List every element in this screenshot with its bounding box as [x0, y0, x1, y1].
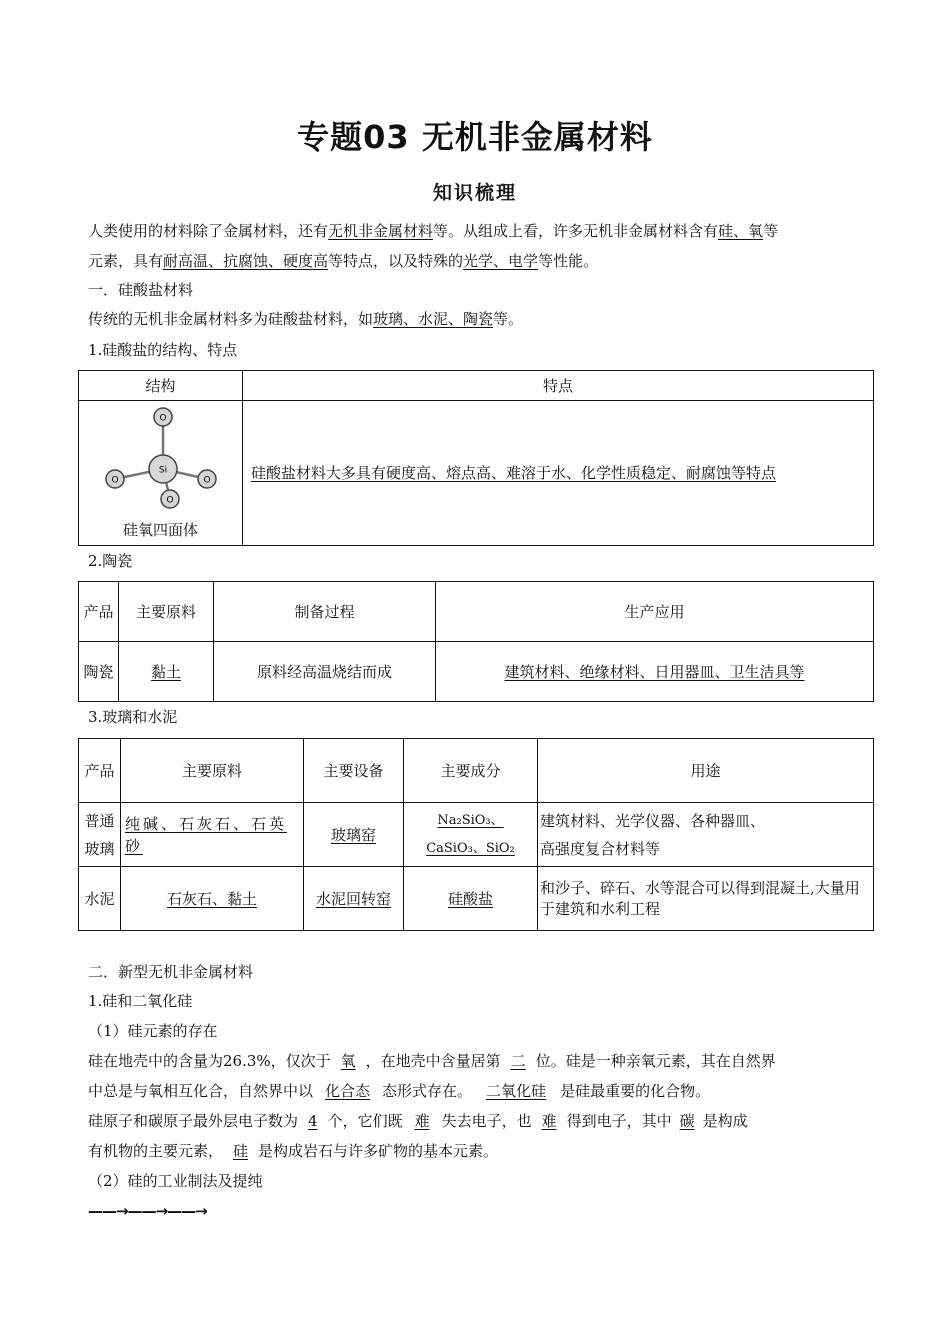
blank-answer: 化合态: [325, 1082, 371, 1100]
structure-cell: [79, 401, 243, 546]
silicon-line-1: 硅在地壳中的含量为26.3%，仅次于 氧 ，在地壳中含量居第 二 位。硅是一种亲氧元素，其在自然界: [88, 1052, 776, 1070]
cell-glass-material: 纯碱、石灰石、石英砂: [121, 803, 304, 867]
blank-answer: 氧: [340, 1052, 356, 1070]
header-component: 主要成分: [404, 739, 538, 803]
silicon-line-4: 有机物的主要元素， 硅 是构成岩石与许多矿物的基本元素。: [88, 1142, 499, 1160]
blank-answer: 难: [414, 1112, 430, 1130]
cell-application: 建筑材料、绝缘材料、日用器皿、卫生洁具等: [436, 642, 874, 702]
section1-heading: 一．硅酸盐材料: [88, 281, 194, 299]
blank-answer: 光学、电学: [463, 252, 539, 270]
silicon-line-2: 中总是与氧相互化合，自然界中以 化合态 态形式存在。 二氧化硅 是硅最重要的化合物。: [88, 1082, 711, 1100]
subheading-glass-cement: 3.玻璃和水泥: [88, 708, 178, 726]
header-product: 产品: [79, 739, 121, 803]
blank-answer: 玻璃、水泥、陶瓷: [373, 310, 494, 328]
blank-answer: 耐高温、抗腐蚀、硬度高: [163, 252, 329, 270]
feature-cell: 硅酸盐材料大多具有硬度高、熔点高、难溶于水、化学性质稳定、耐腐蚀等特点: [243, 401, 874, 546]
header-application: 生产应用: [436, 582, 874, 642]
page-subtitle: 知识梳理: [432, 182, 517, 204]
blank-answer: 碳: [679, 1112, 695, 1130]
header-product: 产品: [79, 582, 119, 642]
structure-caption: 硅氧四面体: [122, 521, 198, 539]
atom-label-o: O: [158, 413, 167, 424]
intro-line-2: 元素，具有耐高温、抗腐蚀、硬度高等特点，以及特殊的光学、电学等性能。: [88, 252, 599, 270]
silicon-line-3: 硅原子和碳原子最外层电子数为 4 个，它们既 难 失去电子，也 难 得到电子，其中 碳 是构成: [88, 1112, 748, 1130]
subheading-silicon: 1.硅和二氧化硅: [88, 992, 193, 1010]
cell-cement-equipment: 水泥回转窑: [304, 867, 404, 931]
atom-label-o: O: [165, 495, 174, 506]
atom-label-o: O: [202, 475, 211, 486]
ceramics-table: [78, 581, 874, 702]
header-feature: 特点: [243, 371, 874, 401]
blank-answer: 硅、氧: [718, 222, 764, 240]
cell-cement-name: 水泥: [79, 867, 121, 931]
subheading-ceramics: 2.陶瓷: [88, 552, 133, 570]
blank-answer: 硅: [233, 1142, 249, 1160]
header-use: 用途: [538, 739, 874, 803]
blank-answer: 二氧化硅: [486, 1082, 547, 1100]
page-title: 专题03 无机非金属材料: [297, 118, 653, 156]
cell-cement-component: 硅酸盐: [404, 867, 538, 931]
cell-glass-component: Na₂SiO₃、 CaSiO₃、SiO₂: [404, 803, 538, 867]
blank-answer: 二: [510, 1052, 526, 1070]
subheading-silicate-structure: 1.硅酸盐的结构、特点: [88, 341, 238, 359]
header-material: 主要原料: [121, 739, 304, 803]
blank-answer: 难: [541, 1112, 557, 1130]
cell-product: 陶瓷: [79, 642, 119, 702]
silicate-structure-table: [78, 370, 874, 546]
intro-line-1: 人类使用的材料除了金属材料，还有无机非金属材料等。从组成上看，许多无机非金属材料含有硅、氧等: [88, 222, 779, 240]
atom-label-o: O: [110, 475, 119, 486]
header-structure: 结构: [79, 371, 243, 401]
header-process: 制备过程: [214, 582, 436, 642]
silicon-oxygen-tetrahedron-diagram: [101, 405, 221, 513]
cell-cement-material: 石灰石、黏土: [121, 867, 304, 931]
subheading-silicon-existence: （1）硅元素的存在: [88, 1022, 218, 1040]
section1-text: 传统的无机非金属材料多为硅酸盐材料，如玻璃、水泥、陶瓷等。: [88, 310, 524, 328]
header-material: 主要原料: [119, 582, 214, 642]
cell-process: 原料经高温烧结而成: [214, 642, 436, 702]
process-arrows: ——→——→——→: [88, 1202, 207, 1220]
cell-glass-equipment: 玻璃窑: [304, 803, 404, 867]
cell-cement-use: 和沙子、碎石、水等混合可以得到混凝土,大量用于建筑和水利工程: [538, 867, 874, 931]
cell-material: 黏土: [119, 642, 214, 702]
cell-glass-use: 建筑材料、光学仪器、各种器皿、 高强度复合材料等: [538, 803, 874, 867]
atom-label-si: Si: [158, 465, 167, 476]
blank-answer: 无机非金属材料: [328, 222, 434, 240]
cell-glass-name: 普通 玻璃: [79, 803, 121, 867]
glass-cement-table: [78, 738, 874, 931]
header-equipment: 主要设备: [304, 739, 404, 803]
section2-heading: 二．新型无机非金属材料: [88, 963, 254, 981]
subheading-silicon-production: （2）硅的工业制法及提纯: [88, 1172, 263, 1190]
blank-answer: 4: [308, 1112, 318, 1130]
